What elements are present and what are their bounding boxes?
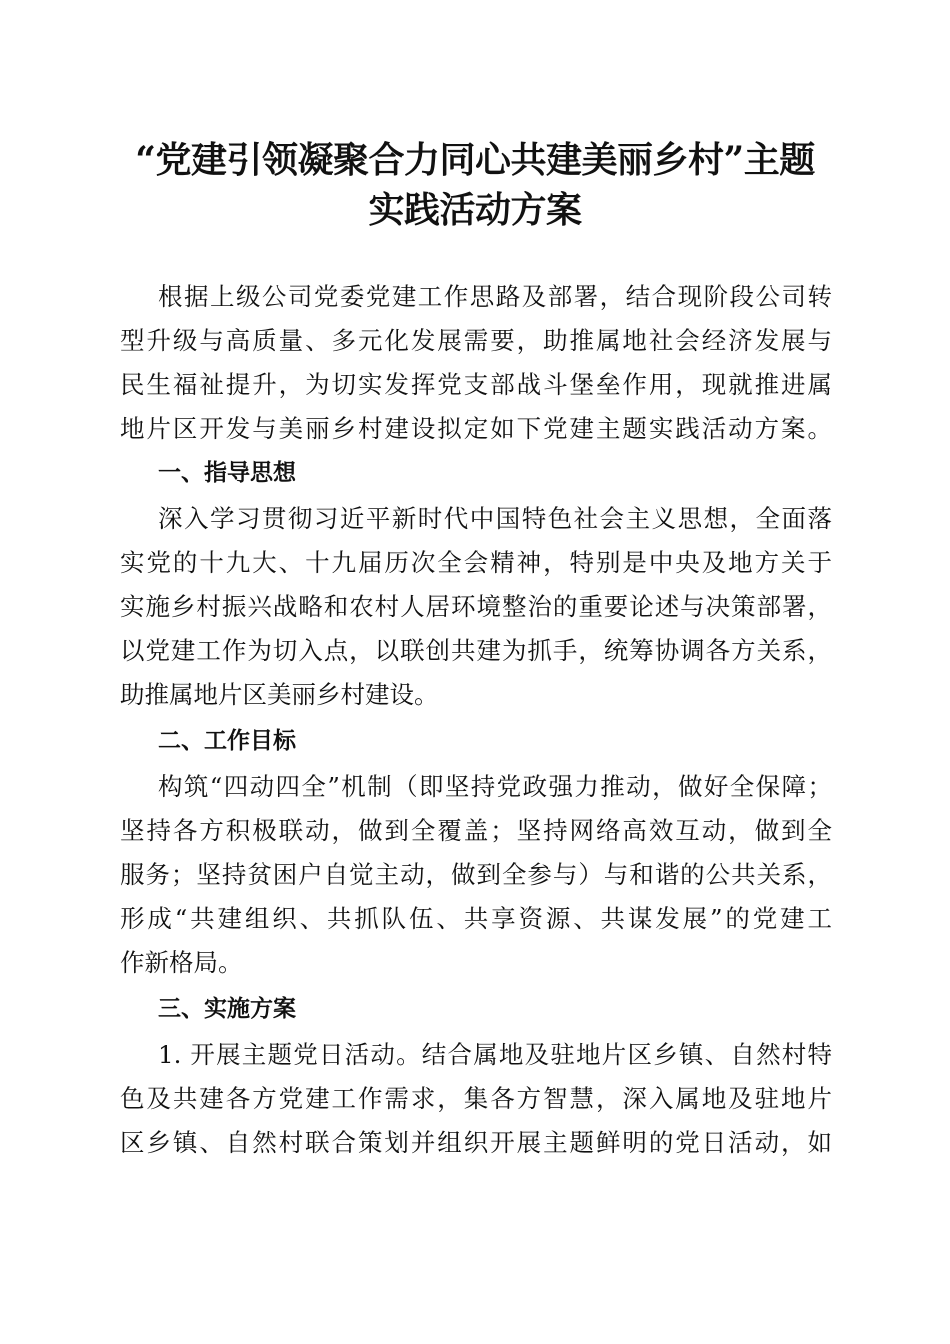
section2-line-1: 构筑“四动四全”机制（即坚持党政强力推动，做好全保障；	[158, 772, 832, 801]
intro-line-3: 民生福祉提升，为切实发挥党支部战斗堡垒作用，现就推进属	[120, 370, 832, 399]
section1-line-2: 实党的十九大、十九届历次全会精神，特别是中央及地方关于	[120, 548, 832, 577]
document-title-line-1: “党建引领凝聚合力同心共建美丽乡村”主题	[135, 139, 815, 181]
section3-line-3: 区乡镇、自然村联合策划并组织开展主题鲜明的党日活动，如	[120, 1128, 832, 1157]
section3-line-2: 色及共建各方党建工作需求，集各方智慧，深入属地及驻地片	[120, 1084, 832, 1113]
section2-line-3: 服务；坚持贫困户自觉主动，做到全参与）与和谐的公共关系，	[120, 860, 832, 889]
section1-line-4: 以党建工作为切入点，以联创共建为抓手，统筹协调各方关系，	[120, 636, 832, 665]
intro-line-1: 根据上级公司党委党建工作思路及部署，结合现阶段公司转	[158, 282, 832, 311]
section2-line-4: 形成“共建组织、共抓队伍、共享资源、共谋发展”的党建工	[120, 904, 832, 933]
section2-line-2: 坚持各方积极联动，做到全覆盖；坚持网络高效互动，做到全	[120, 816, 832, 845]
document-title-line-2: 实践活动方案	[368, 189, 582, 231]
section-heading-work-goals: 二、工作目标	[158, 728, 296, 754]
section1-line-1: 深入学习贯彻习近平新时代中国特色社会主义思想，全面落	[158, 504, 832, 533]
intro-line-2: 型升级与高质量、多元化发展需要，助推属地社会经济发展与	[120, 326, 832, 355]
section-heading-implementation-plan: 三、实施方案	[158, 996, 296, 1022]
section2-line-5: 作新格局。	[120, 948, 243, 977]
section1-line-3: 实施乡村振兴战略和农村人居环境整治的重要论述与决策部署，	[120, 592, 832, 621]
section1-line-5: 助推属地片区美丽乡村建设。	[120, 680, 439, 709]
section3-line-1: 1. 开展主题党日活动。结合属地及驻地片区乡镇、自然村特	[158, 1040, 832, 1069]
section-heading-guiding-thought: 一、指导思想	[158, 460, 296, 486]
intro-line-4: 地片区开发与美丽乡村建设拟定如下党建主题实践活动方案。	[120, 414, 832, 443]
